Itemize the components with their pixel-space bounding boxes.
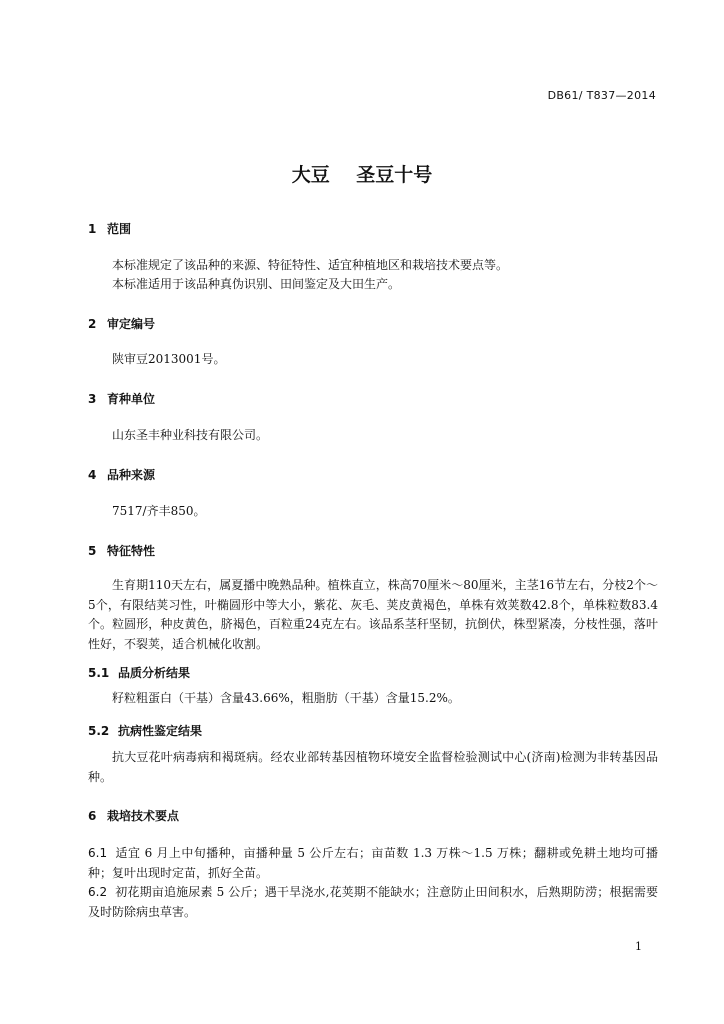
cultivation-step [88,844,658,883]
subsection-heading-disease-resistance [88,722,202,739]
cultivation-step [88,883,658,922]
section-heading-characteristics [88,542,155,559]
paragraph: 抗大豆花叶病毒病和褐斑病。经农业部转基因植物环境安全监督检验测试中心(济南)检测为非转基因品种。 [88,750,658,784]
subsection-number: 5.2 [88,724,110,738]
section-heading-breeding-unit [88,390,155,407]
section-title: 特征特性 [107,544,156,558]
subsection-heading-quality-analysis [88,664,190,681]
paragraph: 7517/齐丰850。 [112,504,206,518]
section-number: 6 [88,809,97,823]
step-number: 6.1 [88,846,108,860]
section-title: 栽培技术要点 [107,809,180,823]
section-number: 2 [88,317,97,331]
paragraph: 生育期110天左右，属夏播中晚熟品种。植株直立，株高70厘米～80厘米，主茎16节左右，分枝2个～5个，有限结荚习性，叶椭圆形中等大小，紫花、灰毛、荚皮黄褐色，单株有效荚数42.8个，单株粒数83.4个。粒圆形，种皮黄色，脐褐色，百粒重24克左右。该品系茎秆坚韧，抗倒伏，株型紧凑，分枝性强，落叶性好，不裂荚，适合机械化收割。 [88,578,658,651]
page-number: 1 [635,940,642,953]
section-heading-cultivation [88,807,179,824]
paragraph: 山东圣丰种业科技有限公司。 [112,428,269,442]
section-number: 3 [88,392,97,406]
section-title: 审定编号 [107,317,156,331]
document-title: 大豆 圣豆十号 [291,164,433,186]
section-title: 品种来源 [107,468,156,482]
subsection-title: 品质分析结果 [118,666,191,680]
section-heading-variety-source [88,466,155,483]
section-number: 5 [88,544,97,558]
section-title: 范围 [107,222,132,236]
standard-code: DB61/ T837—2014 [547,89,656,102]
paragraph: 籽粒粗蛋白（干基）含量43.66%，粗脂肪（干基）含量15.2%。 [112,691,460,705]
paragraph: 陕审豆2013001号。 [112,352,226,366]
section-number: 4 [88,468,97,482]
section-title: 育种单位 [107,392,156,406]
step-text: 适宜 6 月上中旬播种，亩播种量 5 公斤左右；亩苗数 1.3 万株～1.5 万株；翻耕或免耕土地均可播种；复叶出现时定苗，抓好全苗。 [88,846,658,880]
paragraph: 本标准适用于该品种真伪识别、田间鉴定及大田生产。 [112,277,401,291]
section-heading-scope [88,220,131,237]
section-heading-approval-number [88,315,155,332]
subsection-number: 5.1 [88,666,110,680]
step-text: 初花期亩追施尿素 5 公斤；遇干旱浇水,花荚期不能缺水；注意防止田间积水，后熟期防涝；根据需要及时防除病虫草害。 [88,885,658,919]
paragraph: 本标准规定了该品种的来源、特征特性、适宜种植地区和栽培技术要点等。 [112,258,509,272]
section-number: 1 [88,222,97,236]
subsection-title: 抗病性鉴定结果 [118,724,203,738]
step-number: 6.2 [88,885,108,899]
